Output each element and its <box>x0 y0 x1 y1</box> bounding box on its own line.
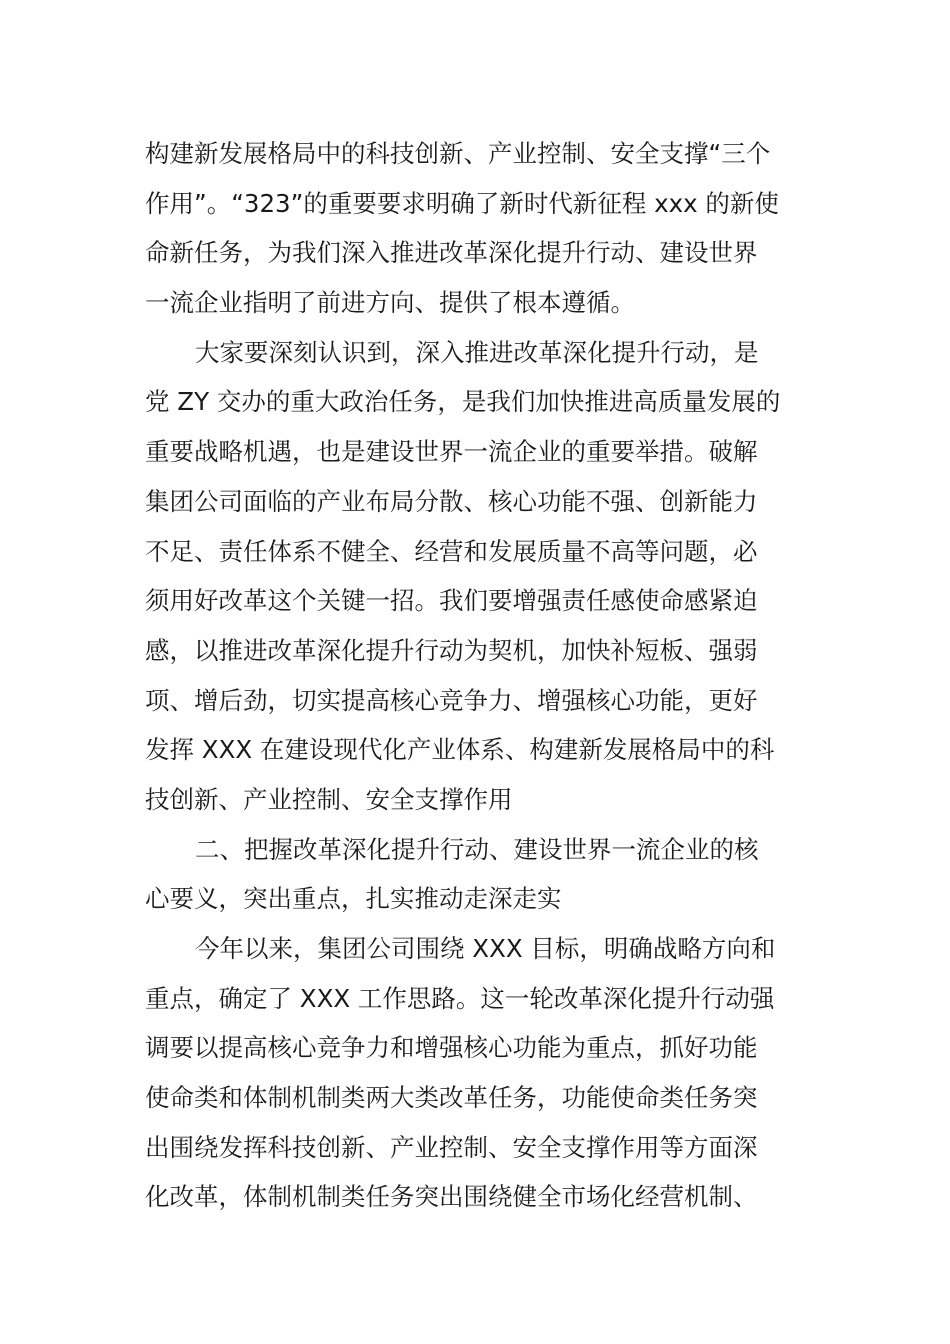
paragraph-3 <box>145 924 810 1222</box>
text-line: 感，以推进改革深化提升行动为契机，加快补短板、强弱 <box>145 635 758 665</box>
text-line: 使命类和体制机制类两大类改革任务，功能使命类任务突 <box>145 1083 758 1113</box>
text-line: 不足、责任体系不健全、经营和发展质量不高等问题，必 <box>145 536 758 566</box>
text-line: 构建新发展格局中的科技创新、产业控制、安全支撑“三个 <box>145 139 771 168</box>
text-line: 调要以提高核心竞争力和增强核心功能为重点，抓好功能 <box>145 1033 758 1063</box>
section-heading <box>145 825 810 924</box>
text-line: 大家要深刻认识到，深入推进改革深化提升行动，是 <box>195 337 759 367</box>
text-line: 重要战略机遇，也是建设世界一流企业的重要举措。破解 <box>145 437 758 467</box>
text-line: 重点，确定了 XXX 工作思路。这一轮改革深化提升行动强 <box>145 983 775 1013</box>
text-line: 须用好改革这个关键一招。我们要增强责任感使命感紧迫 <box>145 586 758 616</box>
text-line: 今年以来，集团公司围绕 XXX 目标，明确战略方向和 <box>195 934 776 963</box>
text-line: 化改革，体制机制类任务突出围绕健全市场化经营机制、 <box>145 1182 758 1212</box>
text-line: 党 ZY 交办的重大政治任务，是我们加快推进高质量发展的 <box>145 387 781 417</box>
text-line: 心要义，突出重点，扎实推动走深走实 <box>145 884 562 914</box>
text-line: 二、把握改革深化提升行动、建设世界一流企业的核 <box>195 834 759 864</box>
text-line: 项、增后劲，切实提高核心竞争力、增强核心功能，更好 <box>145 685 758 715</box>
text-line: 作用”。“323”的重要要求明确了新时代新征程 xxx 的新使 <box>145 188 779 218</box>
text-line: 发挥 XXX 在建设现代化产业体系、构建新发展格局中的科 <box>145 735 775 765</box>
text-line: 出围绕发挥科技创新、产业控制、安全支撑作用等方面深 <box>145 1132 758 1162</box>
text-line: 一流企业指明了前进方向、提供了根本遵循。 <box>145 288 635 318</box>
paragraph-1 <box>145 129 810 328</box>
text-line: 命新任务，为我们深入推进改革深化提升行动、建设世界 <box>145 238 758 268</box>
paragraph-2 <box>145 328 810 825</box>
text-line: 集团公司面临的产业布局分散、核心功能不强、创新能力 <box>145 486 758 516</box>
document-body <box>145 129 810 1222</box>
text-line: 技创新、产业控制、安全支撑作用 <box>145 784 513 814</box>
